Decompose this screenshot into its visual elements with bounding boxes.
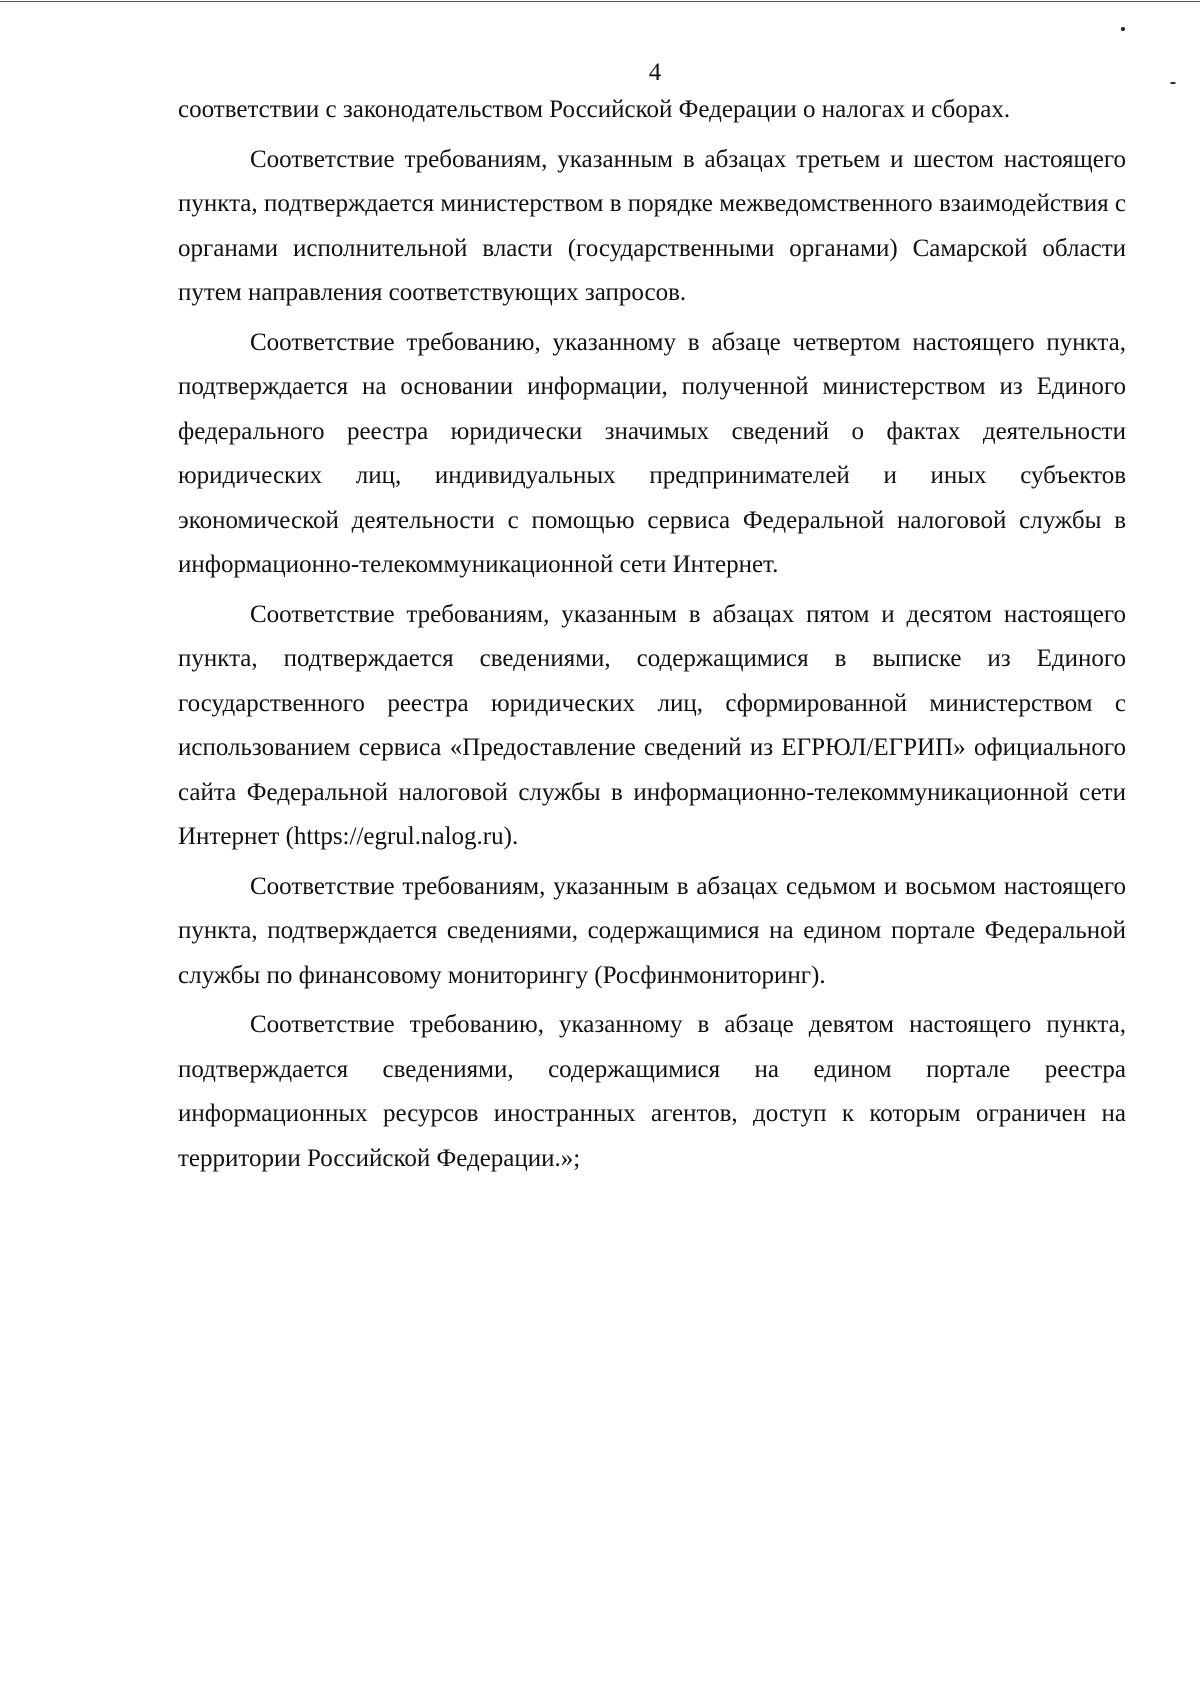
scan-dot <box>1121 27 1125 31</box>
paragraph-continuation: соответствии с законодательством Российской Федерации о налогах и сборах. <box>178 96 1011 123</box>
paragraph: Соответствие требованиям, указанным в абзацах пятом и десятом настоящего пункта, подтверждается сведениями, содержащимися в выписке из Единого государственного реестра юридических лиц, сформированной министерством с использованием сервиса «Предоставление сведений из ЕГРЮЛ/ЕГРИП» официального сайта Федеральной налоговой службы в информационно-телекоммуникационной сети Интернет (https://egrul.nalog.ru). <box>178 600 1126 850</box>
paragraph: Соответствие требованиям, указанным в абзацах третьем и шестом настоящего пункта, подтверждается министерством в порядке межведомственного взаимодействия с органами исполнительной власти (государственными органами) Самарской области путем направления соответствующих запросов. <box>178 145 1126 306</box>
scan-top-edge <box>0 1 1200 2</box>
paragraph: Соответствие требованиям, указанным в абзацах седьмом и восьмом настоящего пункта, подтверждается сведениями, содержащимися на едином портале Федеральной службы по финансовому мониторингу (Росфинмониторинг). <box>178 872 1126 989</box>
document-body <box>178 88 1126 1186</box>
paragraph: Соответствие требованию, указанному в абзаце четвертом настоящего пункта, подтверждается на основании информации, полученной министерством из Единого федерального реестра юридически значимых сведений о фактах деятельности юридических лиц, индивидуальных предпринимателей и иных субъектов экономической деятельности с помощью сервиса Федеральной налоговой службы в информационно-телекоммуникационной сети Интернет. <box>178 328 1126 578</box>
paragraph: Соответствие требованию, указанному в абзаце девятом настоящего пункта, подтверждается сведениями, содержащимися на едином портале реестра информационных ресурсов иностранных агентов, доступ к которым ограничен на территории Российской Федерации.»; <box>178 1011 1126 1172</box>
page-number: 4 <box>648 59 662 86</box>
